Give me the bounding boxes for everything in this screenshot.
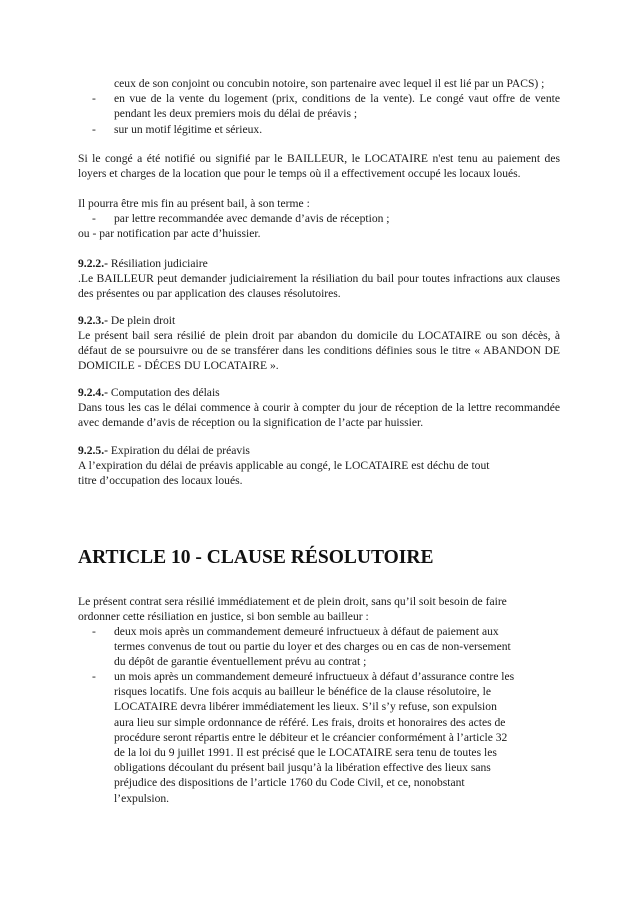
list-item-line bbox=[78, 624, 560, 639]
section-title: Expiration du délai de préavis bbox=[107, 444, 250, 457]
article-10-item-2 bbox=[78, 669, 560, 806]
list-item-text: sur un motif légitime et sérieux. bbox=[114, 122, 263, 136]
list-item bbox=[78, 91, 560, 121]
list-item-line: aura lieu sur simple ordonnance de référé. Les frais, droits et honoraires des actes de bbox=[114, 715, 506, 729]
list-item bbox=[78, 122, 560, 137]
section-title: De plein droit bbox=[107, 314, 176, 327]
section-heading-9-2-2 bbox=[78, 256, 560, 271]
list-item-line: du dépôt de garantie éventuellement prévu au contrat ; bbox=[114, 655, 367, 669]
list-item-line: de la loi du 9 juillet 1991. Il est précisé que le LOCATAIRE sera tenu de toutes les bbox=[114, 746, 497, 760]
section-number: 9.2.5.- bbox=[78, 444, 108, 457]
list-item-line: l’expulsion. bbox=[114, 791, 170, 805]
list-item-text: en vue de la vente du logement (prix, conditions de la vente). Le congé vaut offre de vente pendant les deux premiers mois du délai de préavis ; bbox=[114, 92, 560, 121]
list-item-line: obligations découlant du présent bail jusqu’à la libération effective des lieux sans bbox=[114, 761, 491, 775]
article-intro-line: ordonner cette résiliation en justice, si bon semble au bailleur : bbox=[78, 610, 369, 623]
list-item-line bbox=[78, 669, 560, 684]
paragraph-bailleur: Si le congé a été notifié ou signifié par le BAILLEUR, le LOCATAIRE n'est tenu au paiement des loyers et charges de la location que pour le temps où il a effectivement occupé les locaux loués. bbox=[78, 152, 560, 181]
list-item-line: risques locatifs. Une fois acquis au bailleur le bénéfice de la clause résolutoire, le bbox=[114, 685, 491, 699]
section-text-9-2-4: Dans tous les cas le délai commence à courir à compter du jour de réception de la lettre recommandée avec demande d’avis de réception ou la signification de l’acte par huissier. bbox=[78, 401, 560, 430]
list-continuation: ceux de son conjoint ou concubin notoire, son partenaire avec lequel il est lié par un PACS) ; bbox=[114, 77, 545, 90]
article-10-title: ARTICLE 10 - CLAUSE RÉSOLUTOIRE bbox=[78, 547, 434, 568]
section-heading-9-2-3 bbox=[78, 313, 560, 328]
list-dash: - bbox=[92, 92, 96, 106]
list-dash: - bbox=[92, 122, 96, 136]
section-number: 9.2.2.- bbox=[78, 257, 108, 270]
conge-motifs-list bbox=[78, 76, 560, 137]
section-text-9-2-3: Le présent bail sera résilié de plein droit par abandon du domicile du LOCATAIRE ou son décès, à défaut de se poursuivre ou de se transférer dans les conditions définies sous le titre « ABANDON DE DOMICILE - DÉCES DU LOCATAIRE ». bbox=[78, 329, 560, 373]
paragraph-fin-bail: Il pourra être mis fin au présent bail, à son terme : bbox=[78, 197, 310, 210]
section-title: Résiliation judiciaire bbox=[107, 257, 208, 270]
list-item-line: termes convenus de tout ou partie du loyer et des charges ou en cas de non-versement bbox=[114, 640, 511, 654]
section-heading-9-2-4 bbox=[78, 385, 560, 400]
section-text-9-2-2: .Le BAILLEUR peut demander judiciairement la résiliation du bail pour toutes infractions aux clauses des présentes ou par application des clauses résolutoires. bbox=[78, 272, 560, 301]
list-item-text: un mois après un commandement demeuré infructueux à défaut d’assurance contre les bbox=[114, 670, 515, 683]
section-number: 9.2.4.- bbox=[78, 386, 108, 399]
article-intro-line: Le présent contrat sera résilié immédiatement et de plein droit, sans qu’il soit besoin de faire bbox=[78, 595, 507, 608]
list-item-text: par lettre recommandée avec demande d’avis de réception ; bbox=[114, 212, 390, 225]
list-item-text: deux mois après un commandement demeuré infructueux à défaut de paiement aux bbox=[114, 625, 499, 638]
section-title: Computation des délais bbox=[107, 386, 220, 399]
section-text-line: A l’expiration du délai de préavis applicable au congé, le LOCATAIRE est déchu de tout bbox=[78, 459, 490, 472]
list-item-line: procédure seront répartis entre le débiteur et le créancier conformément à l’article 32 bbox=[114, 730, 508, 744]
list-dash: - bbox=[92, 625, 96, 638]
list-dash: - bbox=[92, 212, 96, 225]
article-10-item-1 bbox=[78, 624, 560, 670]
section-number: 9.2.3.- bbox=[78, 314, 108, 327]
list-item bbox=[78, 211, 596, 226]
list-item-line: préjudice des dispositions de l’article 1760 du Code Civil, et ce, nonobstant bbox=[114, 776, 465, 790]
section-heading-9-2-5 bbox=[78, 443, 560, 458]
paragraph-huissier: ou - par notification par acte d’huissier. bbox=[78, 227, 261, 240]
section-text-line: titre d’occupation des locaux loués. bbox=[78, 474, 243, 487]
list-dash: - bbox=[92, 670, 96, 683]
list-item-line: LOCATAIRE devra libérer immédiatement les lieux. S’il s’y refuse, son expulsion bbox=[114, 700, 497, 714]
